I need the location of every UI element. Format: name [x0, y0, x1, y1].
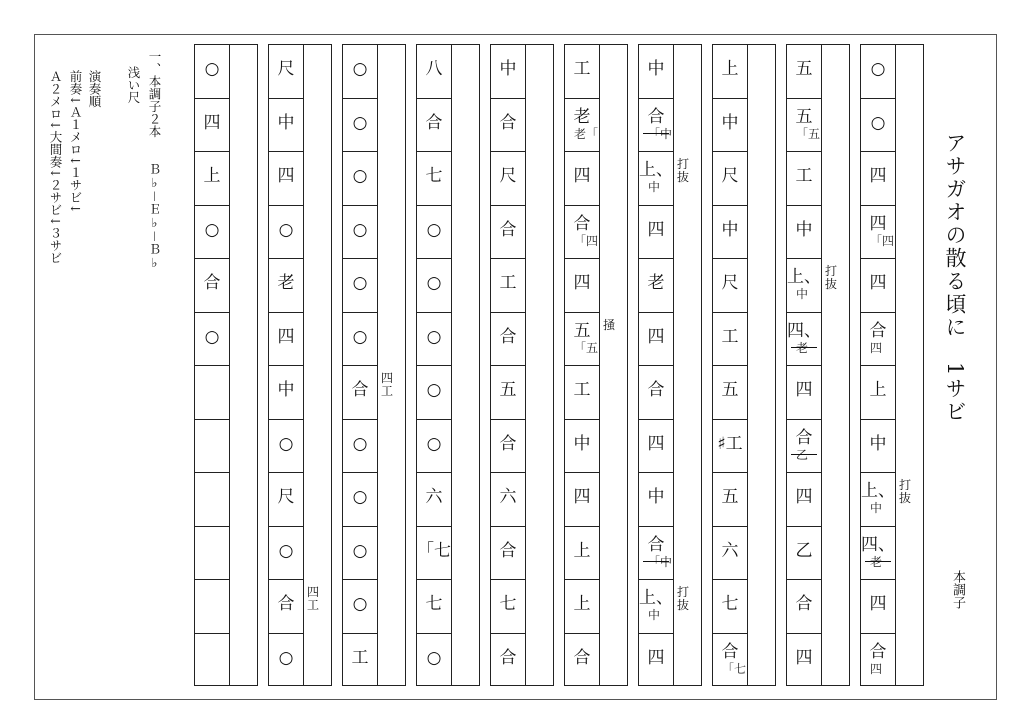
- notation-subglyph: 老: [796, 340, 809, 355]
- notation-glyph: ○: [278, 433, 294, 454]
- notation-glyph: 四: [277, 166, 295, 186]
- notation-cell: [417, 420, 451, 474]
- strike-line: [643, 133, 669, 134]
- technique-mark: 打 抜: [677, 585, 690, 612]
- notation-cell: [491, 152, 525, 206]
- notation-glyph: 中: [277, 112, 295, 133]
- notation-glyph: 合: [499, 326, 517, 347]
- notation-glyph: 乙: [795, 540, 813, 561]
- notation-cell: [491, 45, 525, 99]
- notation-cell: [639, 634, 673, 688]
- notation-cell: [565, 152, 599, 206]
- notation-cell: [195, 473, 229, 527]
- score-title: アサガオの散る頃に 1サビ: [943, 132, 967, 424]
- notation-glyph: 工: [499, 273, 517, 293]
- notation-cell: [787, 527, 821, 581]
- notation-glyph: 合: [573, 647, 591, 668]
- notation-cell: [269, 634, 303, 688]
- notation-glyph: 中: [795, 219, 813, 240]
- notation-glyph: 上、: [639, 160, 673, 180]
- notation-cell: [713, 45, 747, 99]
- notation-subglyph: 「四: [574, 233, 599, 248]
- notation-glyph: 合: [721, 641, 739, 662]
- notation-glyph: ○: [204, 219, 220, 240]
- notation-cell: [713, 206, 747, 260]
- notation-cell: [343, 152, 377, 206]
- notation-cell: [565, 580, 599, 634]
- notation-cell: [787, 634, 821, 688]
- notation-cell: [713, 366, 747, 420]
- notation-glyph: ○: [352, 59, 368, 79]
- notation-column-9: [268, 44, 332, 686]
- notation-glyph: 合: [499, 540, 517, 561]
- notation-subglyph: 四: [870, 340, 883, 355]
- notation-cell: [565, 473, 599, 527]
- notation-glyph: 合: [795, 427, 813, 448]
- notation-cell: [713, 259, 747, 313]
- notation-glyph: ○: [352, 540, 368, 561]
- notation-cell: [639, 313, 673, 367]
- notes-line-1: 一、本調子２本 Ｂ♭－Ｅ♭－Ｂ♭: [147, 50, 162, 271]
- notation-glyph: 合: [499, 112, 517, 133]
- notation-cell: [861, 420, 895, 474]
- notation-cell: [343, 580, 377, 634]
- notation-cell: [787, 366, 821, 420]
- notation-cell: [491, 259, 525, 313]
- notation-cell: [861, 473, 895, 527]
- notation-cell: [491, 420, 525, 474]
- notation-glyph: 七: [721, 594, 739, 614]
- column-divider: [451, 45, 452, 685]
- notation-glyph: 四: [277, 326, 295, 347]
- notation-cell: [565, 313, 599, 367]
- notation-glyph: ♯工: [717, 433, 743, 454]
- notation-cell: [343, 259, 377, 313]
- notation-glyph: 四: [203, 112, 221, 133]
- notation-cell: [491, 473, 525, 527]
- notation-cell: [861, 634, 895, 688]
- notation-glyph: 五: [573, 320, 591, 341]
- notation-cell: [491, 366, 525, 420]
- notation-glyph: 老: [647, 273, 665, 293]
- notation-glyph: ○: [352, 112, 368, 133]
- notation-cell: [195, 527, 229, 581]
- notation-glyph: 上: [573, 594, 591, 614]
- notation-subglyph: 「四: [870, 233, 895, 248]
- notation-glyph: 中: [499, 59, 517, 79]
- play-order-line-1: 前奏↓Ａ１メロ↓１サビ↓: [68, 70, 83, 214]
- notation-cell: [195, 152, 229, 206]
- notation-glyph: 四: [647, 647, 665, 668]
- strike-line: [791, 454, 817, 455]
- notation-glyph: 合: [425, 112, 443, 133]
- notation-glyph: 中: [647, 487, 665, 507]
- notation-cell: [417, 206, 451, 260]
- notation-cell: [343, 206, 377, 260]
- notation-glyph: ○: [426, 273, 442, 293]
- column-divider: [599, 45, 600, 685]
- notation-cell: [343, 634, 377, 688]
- notation-cell: [269, 259, 303, 313]
- notation-glyph: 四: [869, 213, 887, 234]
- notation-glyph: 五: [721, 380, 739, 400]
- notation-subglyph: 「中: [648, 126, 673, 141]
- notation-column-3: [712, 44, 776, 686]
- notation-glyph: ○: [426, 219, 442, 240]
- notation-cell: [269, 313, 303, 367]
- notation-cell: [417, 580, 451, 634]
- notation-glyph: ○: [870, 112, 886, 133]
- notation-column-4: [638, 44, 702, 686]
- notation-cell: [417, 152, 451, 206]
- notation-cell: [417, 313, 451, 367]
- notation-cell: [269, 420, 303, 474]
- notation-glyph: 中: [721, 112, 739, 133]
- notation-column-5: [564, 44, 628, 686]
- notation-cell: [195, 45, 229, 99]
- notation-glyph: ○: [426, 647, 442, 668]
- notation-cell: [417, 366, 451, 420]
- notation-cell: [639, 99, 673, 153]
- column-divider: [525, 45, 526, 685]
- notation-cell: [861, 99, 895, 153]
- notation-cell: [565, 420, 599, 474]
- notation-glyph: ○: [426, 433, 442, 454]
- notation-cell: [639, 206, 673, 260]
- notation-glyph: 老: [277, 273, 295, 293]
- notation-cell: [787, 152, 821, 206]
- notation-glyph: ○: [352, 487, 368, 507]
- notation-glyph: 上: [203, 166, 221, 186]
- notation-glyph: ○: [426, 326, 442, 347]
- notation-glyph: 上: [573, 540, 591, 561]
- column-divider: [821, 45, 822, 685]
- strike-line: [791, 347, 817, 348]
- notation-glyph: 尺: [277, 487, 295, 507]
- notation-cell: [861, 206, 895, 260]
- notation-glyph: 合: [499, 647, 517, 668]
- notation-glyph: 上、: [861, 481, 895, 501]
- notation-cell: [343, 420, 377, 474]
- notation-subglyph: 中: [648, 608, 661, 622]
- technique-mark: 打 抜: [825, 264, 838, 291]
- notation-cell: [343, 473, 377, 527]
- notation-glyph: 七: [425, 594, 443, 614]
- notation-cell: [713, 313, 747, 367]
- notation-subglyph: 中: [648, 180, 661, 194]
- notation-glyph: ○: [352, 273, 368, 293]
- notation-glyph: ○: [870, 59, 886, 79]
- notation-cell: [639, 259, 673, 313]
- notation-cell: [713, 420, 747, 474]
- notation-cell: [787, 259, 821, 313]
- notation-cell: [787, 313, 821, 367]
- notation-subglyph: 四: [870, 661, 883, 676]
- notation-cell: [639, 580, 673, 634]
- notation-subglyph: 「中: [648, 554, 673, 569]
- notation-cell: [713, 634, 747, 688]
- notation-glyph: 六: [425, 487, 443, 507]
- notation-cell: [565, 99, 599, 153]
- notation-cell: [491, 580, 525, 634]
- technique-mark: 打 抜: [899, 478, 912, 505]
- notation-cell: [417, 527, 451, 581]
- notation-cell: [343, 313, 377, 367]
- notation-cell: [787, 206, 821, 260]
- notation-glyph: 中: [647, 59, 665, 79]
- notation-glyph: 工: [795, 166, 813, 186]
- notation-glyph: 四: [795, 380, 813, 400]
- notation-glyph: 四: [573, 166, 591, 186]
- notation-glyph: 八: [425, 59, 443, 79]
- play-order-heading: 演奏順: [87, 70, 102, 108]
- notation-glyph: 合: [647, 106, 665, 127]
- column-divider: [303, 45, 304, 685]
- notes-line-2: 浅い尺: [126, 66, 141, 104]
- notation-glyph: 工: [573, 59, 591, 79]
- strike-line: [643, 561, 669, 562]
- notation-glyph: 五: [499, 380, 517, 400]
- notation-glyph: 合: [499, 219, 517, 240]
- notation-column-1: [860, 44, 924, 686]
- notation-cell: [861, 45, 895, 99]
- notation-cell: [565, 366, 599, 420]
- notation-cell: [787, 420, 821, 474]
- notation-cell: [639, 527, 673, 581]
- notation-glyph: 五: [721, 487, 739, 507]
- notation-glyph: 上: [869, 380, 887, 400]
- notation-glyph: ○: [426, 380, 442, 400]
- notation-glyph: 老: [573, 106, 591, 127]
- notation-glyph: ○: [278, 219, 294, 240]
- column-divider: [377, 45, 378, 685]
- notation-cell: [343, 45, 377, 99]
- notation-glyph: 四: [795, 647, 813, 668]
- notation-cell: [269, 366, 303, 420]
- notation-glyph: 四、: [787, 320, 821, 341]
- notation-glyph: 五: [795, 59, 813, 79]
- notation-glyph: 七: [499, 594, 517, 614]
- notation-glyph: ○: [352, 219, 368, 240]
- notation-cell: [269, 580, 303, 634]
- notation-cell: [417, 473, 451, 527]
- notation-glyph: 四: [869, 594, 887, 614]
- notation-glyph: 合: [869, 641, 887, 662]
- notation-glyph: 合: [499, 433, 517, 454]
- notation-cell: [565, 259, 599, 313]
- notation-subglyph: 老「: [574, 126, 599, 141]
- notation-glyph: 四: [573, 273, 591, 293]
- notation-cell: [713, 580, 747, 634]
- notation-glyph: ○: [352, 166, 368, 186]
- notation-column-2: [786, 44, 850, 686]
- notation-subglyph: 中: [796, 287, 809, 301]
- notation-cell: [343, 527, 377, 581]
- notation-glyph: 合: [869, 320, 887, 341]
- notation-glyph: 「七: [417, 540, 451, 561]
- notation-glyph: 尺: [499, 166, 517, 186]
- notation-glyph: 工: [721, 326, 739, 347]
- notation-glyph: 上、: [787, 267, 821, 287]
- notation-glyph: 四: [795, 487, 813, 507]
- notation-glyph: 上: [721, 59, 739, 79]
- notation-cell: [417, 99, 451, 153]
- notation-glyph: 七: [425, 166, 443, 186]
- notation-cell: [195, 634, 229, 688]
- notation-cell: [639, 473, 673, 527]
- tuning-label: 本調子: [950, 570, 965, 609]
- notation-glyph: 尺: [721, 166, 739, 186]
- notation-column-8: [342, 44, 406, 686]
- notation-cell: [269, 527, 303, 581]
- notation-column-6: [490, 44, 554, 686]
- notation-glyph: 尺: [721, 273, 739, 293]
- notation-glyph: ○: [278, 540, 294, 561]
- notation-cell: [491, 99, 525, 153]
- notation-cell: [713, 152, 747, 206]
- column-divider: [673, 45, 674, 685]
- notation-glyph: 工: [351, 647, 369, 668]
- notation-glyph: 合: [647, 380, 665, 400]
- notation-cell: [639, 420, 673, 474]
- technique-mark: 打 抜: [677, 157, 690, 184]
- notation-cell: [195, 259, 229, 313]
- technique-mark: 四 工: [307, 585, 320, 612]
- notation-cell: [565, 45, 599, 99]
- notation-subglyph: 乙: [796, 447, 809, 462]
- notation-cell: [195, 366, 229, 420]
- notation-column-10: [194, 44, 258, 686]
- notation-glyph: 四: [573, 487, 591, 507]
- notation-glyph: 合: [647, 534, 665, 555]
- column-divider: [895, 45, 896, 685]
- notation-glyph: 合: [795, 594, 813, 614]
- notation-cell: [195, 206, 229, 260]
- notation-cell: [639, 366, 673, 420]
- notation-cell: [639, 45, 673, 99]
- column-divider: [747, 45, 748, 685]
- notation-cell: [787, 45, 821, 99]
- notation-cell: [565, 634, 599, 688]
- notation-cell: [491, 527, 525, 581]
- notation-cell: [861, 527, 895, 581]
- notation-cell: [787, 473, 821, 527]
- notation-glyph: 合: [277, 594, 295, 614]
- notation-cell: [269, 45, 303, 99]
- notation-cell: [417, 634, 451, 688]
- notation-subglyph: 老: [870, 554, 883, 569]
- notation-cell: [269, 473, 303, 527]
- notation-cell: [269, 152, 303, 206]
- notation-cell: [195, 313, 229, 367]
- play-order-line-2: Ａ２メロ↓大間奏↓２サビ↓３サビ: [48, 70, 63, 264]
- notation-cell: [195, 420, 229, 474]
- notation-cell: [787, 99, 821, 153]
- column-divider: [229, 45, 230, 685]
- notation-cell: [639, 152, 673, 206]
- notation-cell: [491, 313, 525, 367]
- notation-cell: [861, 152, 895, 206]
- notation-glyph: 合: [351, 380, 369, 400]
- notation-glyph: 工: [573, 380, 591, 400]
- notation-glyph: 四: [869, 273, 887, 293]
- notation-glyph: ○: [352, 594, 368, 614]
- notation-cell: [565, 206, 599, 260]
- notation-cell: [565, 527, 599, 581]
- notation-glyph: ○: [352, 326, 368, 347]
- notation-glyph: 四、: [861, 534, 895, 555]
- notation-cell: [491, 206, 525, 260]
- notation-cell: [195, 580, 229, 634]
- notation-cell: [269, 99, 303, 153]
- notation-cell: [713, 473, 747, 527]
- notation-glyph: 四: [647, 433, 665, 454]
- notation-cell: [713, 99, 747, 153]
- notation-cell: [269, 206, 303, 260]
- notation-cell: [491, 634, 525, 688]
- notation-cell: [417, 45, 451, 99]
- notation-cell: [861, 366, 895, 420]
- notation-glyph: 中: [277, 380, 295, 400]
- notation-glyph: 五: [795, 106, 813, 127]
- notation-subglyph: 中: [870, 501, 883, 515]
- notation-glyph: ○: [204, 59, 220, 79]
- notation-glyph: 上、: [639, 588, 673, 608]
- notation-subglyph: 「五: [796, 126, 821, 141]
- notation-glyph: ○: [204, 326, 220, 347]
- notation-glyph: 四: [647, 326, 665, 347]
- notation-glyph: 中: [869, 433, 887, 454]
- notation-cell: [861, 259, 895, 313]
- notation-cell: [787, 580, 821, 634]
- notation-cell: [343, 366, 377, 420]
- notation-glyph: 四: [647, 219, 665, 240]
- notation-glyph: 合: [203, 273, 221, 293]
- notation-cell: [417, 259, 451, 313]
- notation-glyph: ○: [278, 647, 294, 668]
- notation-glyph: 六: [721, 540, 739, 561]
- notation-subglyph: 「七: [722, 661, 747, 676]
- notation-cell: [195, 99, 229, 153]
- notation-glyph: ○: [352, 433, 368, 454]
- notation-glyph: 四: [869, 166, 887, 186]
- notation-glyph: 尺: [277, 59, 295, 79]
- notation-glyph: 中: [721, 219, 739, 240]
- technique-mark: 四 工: [381, 371, 394, 398]
- notation-glyph: 合: [573, 213, 591, 234]
- notation-column-7: [416, 44, 480, 686]
- notation-subglyph: 「五: [574, 340, 599, 355]
- strike-line: [865, 561, 891, 562]
- notation-glyph: 六: [499, 487, 517, 507]
- notation-glyph: 中: [573, 433, 591, 454]
- notation-cell: [861, 580, 895, 634]
- technique-mark: 掻: [603, 317, 616, 332]
- notation-cell: [713, 527, 747, 581]
- notation-cell: [343, 99, 377, 153]
- notation-cell: [861, 313, 895, 367]
